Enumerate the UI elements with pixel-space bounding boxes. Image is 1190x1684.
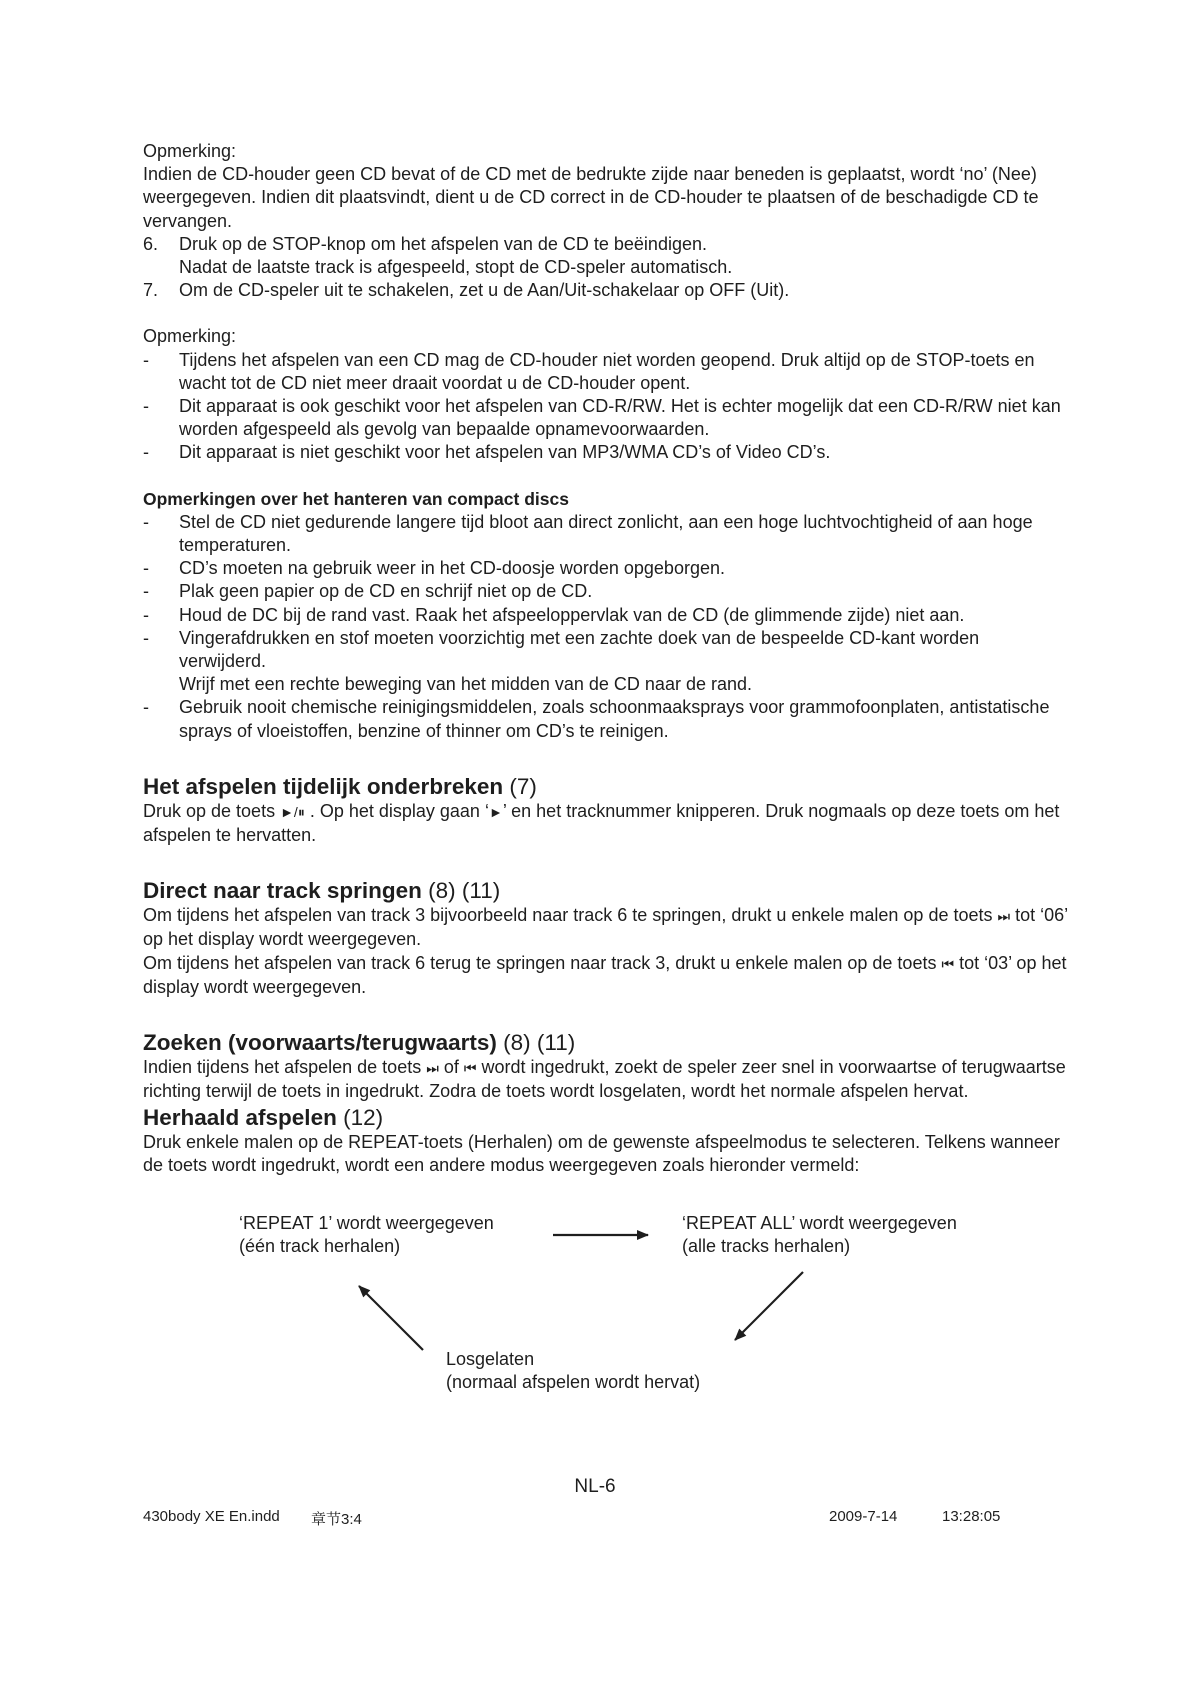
handling-item: - Gebruik nooit chemische reinigingsmiddelen, zoals schoonmaaksprays voor grammofoonplaten, antistatische sprays of vloeistoffen, benzine of thinner om CD’s te reinigen. bbox=[143, 696, 1071, 742]
handling-item-text: Gebruik nooit chemische reinigingsmiddelen, zoals schoonmaaksprays voor grammofoonplaten, antistatische sprays of vloeistoffen, benzine of thinner om CD’s te reinigen. bbox=[179, 697, 1050, 741]
repeat-1-label: ‘REPEAT 1’ wordt weergegeven (één track herhalen) bbox=[239, 1213, 494, 1257]
handling-title: Opmerkingen over het hanteren van compact discs bbox=[143, 488, 569, 509]
handling-item-text: Plak geen papier op de CD en schrijf niet op de CD. bbox=[179, 581, 593, 602]
handling-item: - Stel de CD niet gedurende langere tijd bloot aan direct zonlicht, aan een hoge luchtvochtigheid of aan hoge temperaturen. bbox=[143, 511, 1071, 557]
handling-item-text: Vingerafdrukken en stof moeten voorzichtig met een zachte doek van de bespeelde CD-kant worden verwijderd. bbox=[179, 627, 980, 672]
handling-item: - Plak geen papier op de CD en schrijf niet op de CD. bbox=[143, 580, 1071, 603]
note2-item: - Dit apparaat is ook geschikt voor het afspelen van CD-R/RW. Het is echter mogelijk dat een CD-R/RW niet kan worden afgespeeld als gevolg van bepaalde opnamevoorwaarden. bbox=[143, 395, 1071, 441]
footer-date: 2009-7-14 bbox=[829, 1508, 898, 1525]
note2-item-text: Dit apparaat is ook geschikt voor het afspelen van CD-R/RW. Het is echter mogelijk dat een CD-R/RW niet kan worden afgespeeld als gevolg van bepaalde opnamevoorwaarden. bbox=[179, 396, 1061, 440]
pause-heading bbox=[143, 773, 1071, 800]
previous-track-icon: ⏮ bbox=[463, 1060, 477, 1077]
search-title: Zoeken (voorwaarts/terugwaarts) bbox=[143, 1030, 497, 1056]
step-text: Om de CD-speler uit te schakelen, zet u de Aan/Uit-schakelaar op OFF (Uit). bbox=[179, 280, 790, 301]
note2-label: Opmerking: bbox=[143, 326, 237, 347]
handling-item: - Houd de DC bij de rand vast. Raak het afspeeloppervlak van de CD (de glimmende zijde) niet aan. bbox=[143, 604, 1071, 627]
note2-item-text: Tijdens het afspelen van een CD mag de CD-houder niet worden geopend. Druk altijd op de STOP-toets en wacht tot de CD niet meer draait voordat u de CD-houder opent. bbox=[179, 349, 1035, 393]
handling-item-text: Houd de DC bij de rand vast. Raak het afspeeloppervlak van de CD (de glimmende zijde) niet aan. bbox=[179, 604, 965, 625]
note2-item: - Tijdens het afspelen van een CD mag de CD-houder niet worden geopend. Druk altijd op de STOP-toets en wacht tot de CD niet meer draait voordat u de CD-houder opent. bbox=[143, 349, 1071, 395]
main-content bbox=[143, 140, 1071, 1177]
step-text: Druk op de STOP-knop om het afspelen van de CD te beëindigen. bbox=[179, 233, 707, 254]
repeat-all-label: ‘REPEAT ALL’ wordt weergegeven (alle tracks herhalen) bbox=[682, 1213, 957, 1257]
diagram-arrows bbox=[143, 1212, 1071, 1412]
note1-text: Indien de CD-houder geen CD bevat of de CD met de bedrukte zijde naar beneden is geplaatst, wordt ‘no’ (Nee) weergegeven. Indien dit plaatsvindt, dient u de CD correct in de CD-houder te plaatsen of de beschadigde CD te vervangen. bbox=[143, 164, 1039, 231]
note1-label: Opmerking: bbox=[143, 141, 237, 161]
repeat-title: Herhaald afspelen bbox=[143, 1104, 337, 1130]
pause-ref: (7) bbox=[509, 773, 537, 799]
play-icon: ► bbox=[488, 803, 503, 820]
step-number: 6. bbox=[143, 233, 159, 254]
page-number: NL-6 bbox=[574, 1476, 616, 1497]
skip-title: Direct naar track springen bbox=[143, 878, 422, 904]
skip-ref: (8) (11) bbox=[428, 878, 501, 904]
previous-track-icon: ⏮ bbox=[941, 955, 955, 972]
pause-title: Het afspelen tijdelijk onderbreken bbox=[143, 773, 504, 799]
step-6 bbox=[143, 233, 1071, 279]
step-text: Nadat de laatste track is afgespeeld, stopt de CD-speler automatisch. bbox=[179, 257, 733, 278]
play-pause-icon: ►/⏸ bbox=[280, 803, 305, 820]
arrow-up-left bbox=[359, 1286, 423, 1350]
step-number: 7. bbox=[143, 280, 159, 301]
handling-item: - Vingerafdrukken en stof moeten voorzichtig met een zachte doek van de bespeelde CD-kant worden verwijderd. Wrijf met een rechte beweging van het midden van de CD naar de rand. bbox=[143, 627, 1071, 697]
next-track-icon: ⏭ bbox=[997, 908, 1011, 925]
footer-section: 章节3:4 bbox=[311, 1511, 362, 1528]
handling-item-text: CD’s moeten na gebruik weer in het CD-doosje worden opgeborgen. bbox=[179, 558, 725, 579]
footer-file: 430body XE En.indd bbox=[143, 1508, 280, 1525]
skip-text-back: Om tijdens het afspelen van track 6 terug te springen naar track 3, drukt u enkele malen op de toets ⏮ tot ‘03’ op het display wordt weergegeven. bbox=[143, 952, 1067, 997]
step-7 bbox=[143, 279, 1071, 302]
repeat-heading bbox=[143, 1104, 1071, 1131]
pause-text: Druk op de toets ►/⏸ . Op het display gaan ‘►’ en het tracknummer knipperen. Druk nogmaals op deze toets om het afspelen te hervatten. bbox=[143, 800, 1060, 846]
handling-item-text: Stel de CD niet gedurende langere tijd bloot aan direct zonlicht, aan een hoge luchtvochtigheid of aan hoge temperaturen. bbox=[179, 511, 1033, 556]
repeat-ref: (12) bbox=[343, 1104, 384, 1130]
handling-item: - CD’s moeten na gebruik weer in het CD-doosje worden opgeborgen. bbox=[143, 557, 1071, 580]
note2-item-text: Dit apparaat is niet geschikt voor het afspelen van MP3/WMA CD’s of Video CD’s. bbox=[179, 442, 831, 463]
handling-item-extra: Wrijf met een rechte beweging van het midden van de CD naar de rand. bbox=[179, 674, 752, 695]
skip-text-forward: Om tijdens het afspelen van track 3 bijvoorbeeld naar track 6 te springen, drukt u enkele malen op de toets ⏭ tot ‘06’ op het display wordt weergegeven. bbox=[143, 905, 1068, 950]
search-ref: (8) (11) bbox=[503, 1030, 576, 1056]
skip-heading bbox=[143, 877, 1071, 904]
next-track-icon: ⏭ bbox=[426, 1060, 439, 1077]
search-heading bbox=[143, 1029, 1071, 1056]
search-text: Indien tijdens het afspelen de toets ⏭ of ⏮ wordt ingedrukt, zoekt de speler zeer snel in voorwaartse of terugwaartse richting terwijl de toets in ingedrukt. Zodra de toets wordt losgelaten, wordt het normale afspelen hervat. bbox=[143, 1057, 1066, 1102]
repeat-mode-diagram bbox=[143, 1212, 1071, 1412]
note2-item: - Dit apparaat is niet geschikt voor het afspelen van MP3/WMA CD’s of Video CD’s. bbox=[143, 441, 1071, 464]
arrow-down-left bbox=[735, 1272, 803, 1340]
footer-time: 13:28:05 bbox=[942, 1508, 1001, 1525]
repeat-text: Druk enkele malen op de REPEAT-toets (Herhalen) om de gewenste afspeelmodus te selecteren. Telkens wanneer de toets wordt ingedrukt, wordt een andere modus weergegeven zoals hieronder vermeld: bbox=[143, 1131, 1060, 1175]
released-label: Losgelaten (normaal afspelen wordt hervat) bbox=[446, 1349, 701, 1393]
